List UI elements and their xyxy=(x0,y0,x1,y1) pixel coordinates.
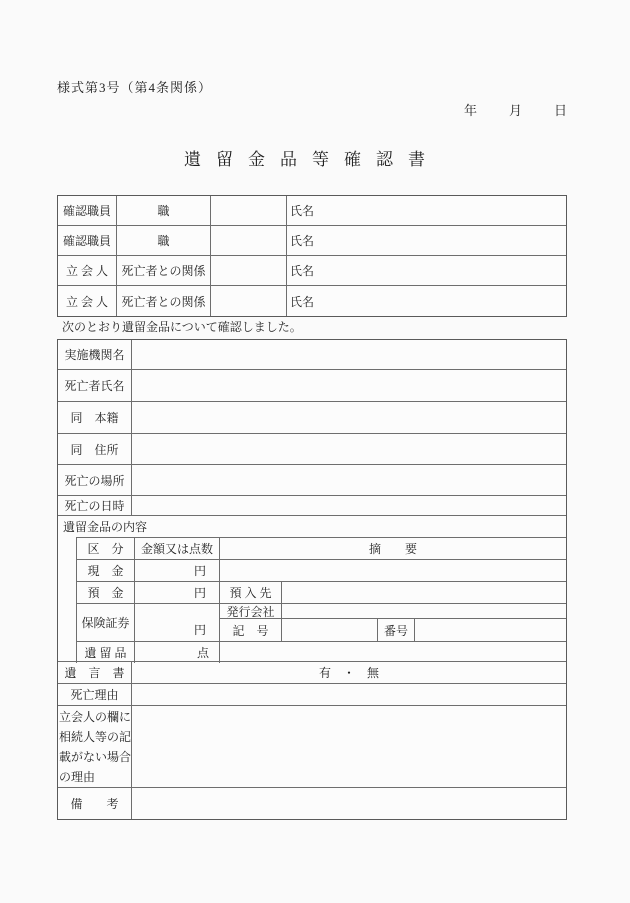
officials-table xyxy=(57,195,567,317)
death-reason-row xyxy=(58,684,566,706)
intro-text: 次のとおり遺留金品について確認しました。 xyxy=(62,320,302,334)
row-label: 死亡の場所 xyxy=(58,465,132,495)
articles-count-cell: 点 xyxy=(135,642,220,663)
no-heir-reason-value-cell xyxy=(132,706,566,787)
items-header-row xyxy=(77,538,566,560)
official-row xyxy=(58,226,566,256)
witness-row xyxy=(58,256,566,286)
witness-row xyxy=(58,286,566,316)
items-section xyxy=(58,516,566,662)
row-label: 死亡者氏名 xyxy=(58,370,132,401)
role-cell: 確認職員 xyxy=(58,226,117,255)
row-label: 実施機関名 xyxy=(58,340,132,369)
bank-label: 預 入 先 xyxy=(220,582,282,603)
articles-row xyxy=(77,642,566,663)
articles-label: 遺 留 品 xyxy=(77,642,135,663)
name-cell: 氏名 xyxy=(290,294,315,309)
issuer-value-cell xyxy=(282,604,566,618)
official-row xyxy=(58,196,566,226)
deposit-row xyxy=(77,582,566,604)
role-cell: 確認職員 xyxy=(58,196,117,225)
death-place-value-cell xyxy=(132,465,566,495)
bank-value-cell xyxy=(282,582,566,603)
year-label: 年 xyxy=(463,103,477,118)
name-cell: 氏名 xyxy=(290,234,315,248)
symbol-label: 記 号 xyxy=(220,619,282,641)
cash-label: 現 金 xyxy=(77,560,135,581)
cash-row xyxy=(77,560,566,582)
issuer-subrow xyxy=(220,604,566,619)
cash-amount-cell: 円 xyxy=(135,560,220,581)
death-reason-value-cell xyxy=(132,684,566,705)
name-cell: 氏名 xyxy=(290,204,315,218)
row-label: 同 本籍 xyxy=(58,402,132,433)
role-cell: 立 会 人 xyxy=(58,286,117,316)
registered-domicile-row xyxy=(58,402,566,434)
insurance-label: 保険証券 xyxy=(77,604,135,641)
attr-value-cell xyxy=(211,286,287,316)
address-value-cell xyxy=(132,434,566,464)
will-label: 遺 言 書 xyxy=(58,662,132,683)
deposit-amount-cell: 円 xyxy=(135,582,220,603)
remarks-label: 備 考 xyxy=(58,788,132,819)
attr-label-cell: 死亡者との関係 xyxy=(117,256,211,285)
symbol-number-subrow xyxy=(220,619,566,641)
items-section-label: 遺留金品の内容 xyxy=(63,520,148,534)
deposit-label: 預 金 xyxy=(77,582,135,603)
role-cell: 立 会 人 xyxy=(58,256,117,285)
institution-row xyxy=(58,340,566,370)
month-label: 月 xyxy=(508,103,522,118)
attr-label-cell: 職 xyxy=(117,196,211,225)
attr-value-cell xyxy=(211,256,287,285)
no-heir-reason-label: 立会人の欄に相続人等の記載がない場合の理由 xyxy=(58,706,132,787)
attr-label-cell: 職 xyxy=(117,226,211,255)
insurance-detail-stack xyxy=(220,604,566,641)
category-header-cell: 区 分 xyxy=(77,538,135,559)
will-row xyxy=(58,662,566,684)
page-title: 遺留金品等確認書 xyxy=(184,150,440,169)
no-heir-reason-row xyxy=(58,706,566,788)
death-datetime-value-cell xyxy=(132,496,566,515)
domicile-value-cell xyxy=(132,402,566,433)
number-label: 番号 xyxy=(378,619,415,641)
items-table xyxy=(76,537,566,663)
institution-value-cell xyxy=(132,340,566,369)
details-table xyxy=(57,339,567,820)
form-number: 様式第3号（第4条関係） xyxy=(57,80,213,95)
symbol-value-cell xyxy=(282,619,378,641)
date-line xyxy=(57,104,567,118)
amount-header-cell: 金額又は点数 xyxy=(135,538,220,559)
articles-summary-cell xyxy=(220,642,566,663)
death-reason-label: 死亡理由 xyxy=(58,684,132,705)
attr-label-cell: 死亡者との関係 xyxy=(117,286,211,316)
issuer-label: 発行会社 xyxy=(220,604,282,618)
remarks-row xyxy=(58,788,566,819)
death-datetime-row xyxy=(58,496,566,516)
deceased-name-row xyxy=(58,370,566,402)
row-label: 死亡の日時 xyxy=(58,496,132,515)
death-place-row xyxy=(58,465,566,496)
will-value: 有 ・ 無 xyxy=(318,666,379,680)
number-value-cell xyxy=(415,619,566,641)
attr-value-cell xyxy=(211,226,287,255)
remarks-value-cell xyxy=(132,788,566,819)
cash-summary-cell xyxy=(220,560,566,581)
row-label: 同 住所 xyxy=(58,434,132,464)
day-label: 日 xyxy=(553,103,567,118)
insurance-row xyxy=(77,604,566,642)
insurance-amount-cell: 円 xyxy=(135,604,220,641)
address-row xyxy=(58,434,566,465)
attr-value-cell xyxy=(211,196,287,225)
name-cell: 氏名 xyxy=(290,264,315,278)
deceased-name-value-cell xyxy=(132,370,566,401)
summary-header-cell: 摘 要 xyxy=(368,542,417,556)
